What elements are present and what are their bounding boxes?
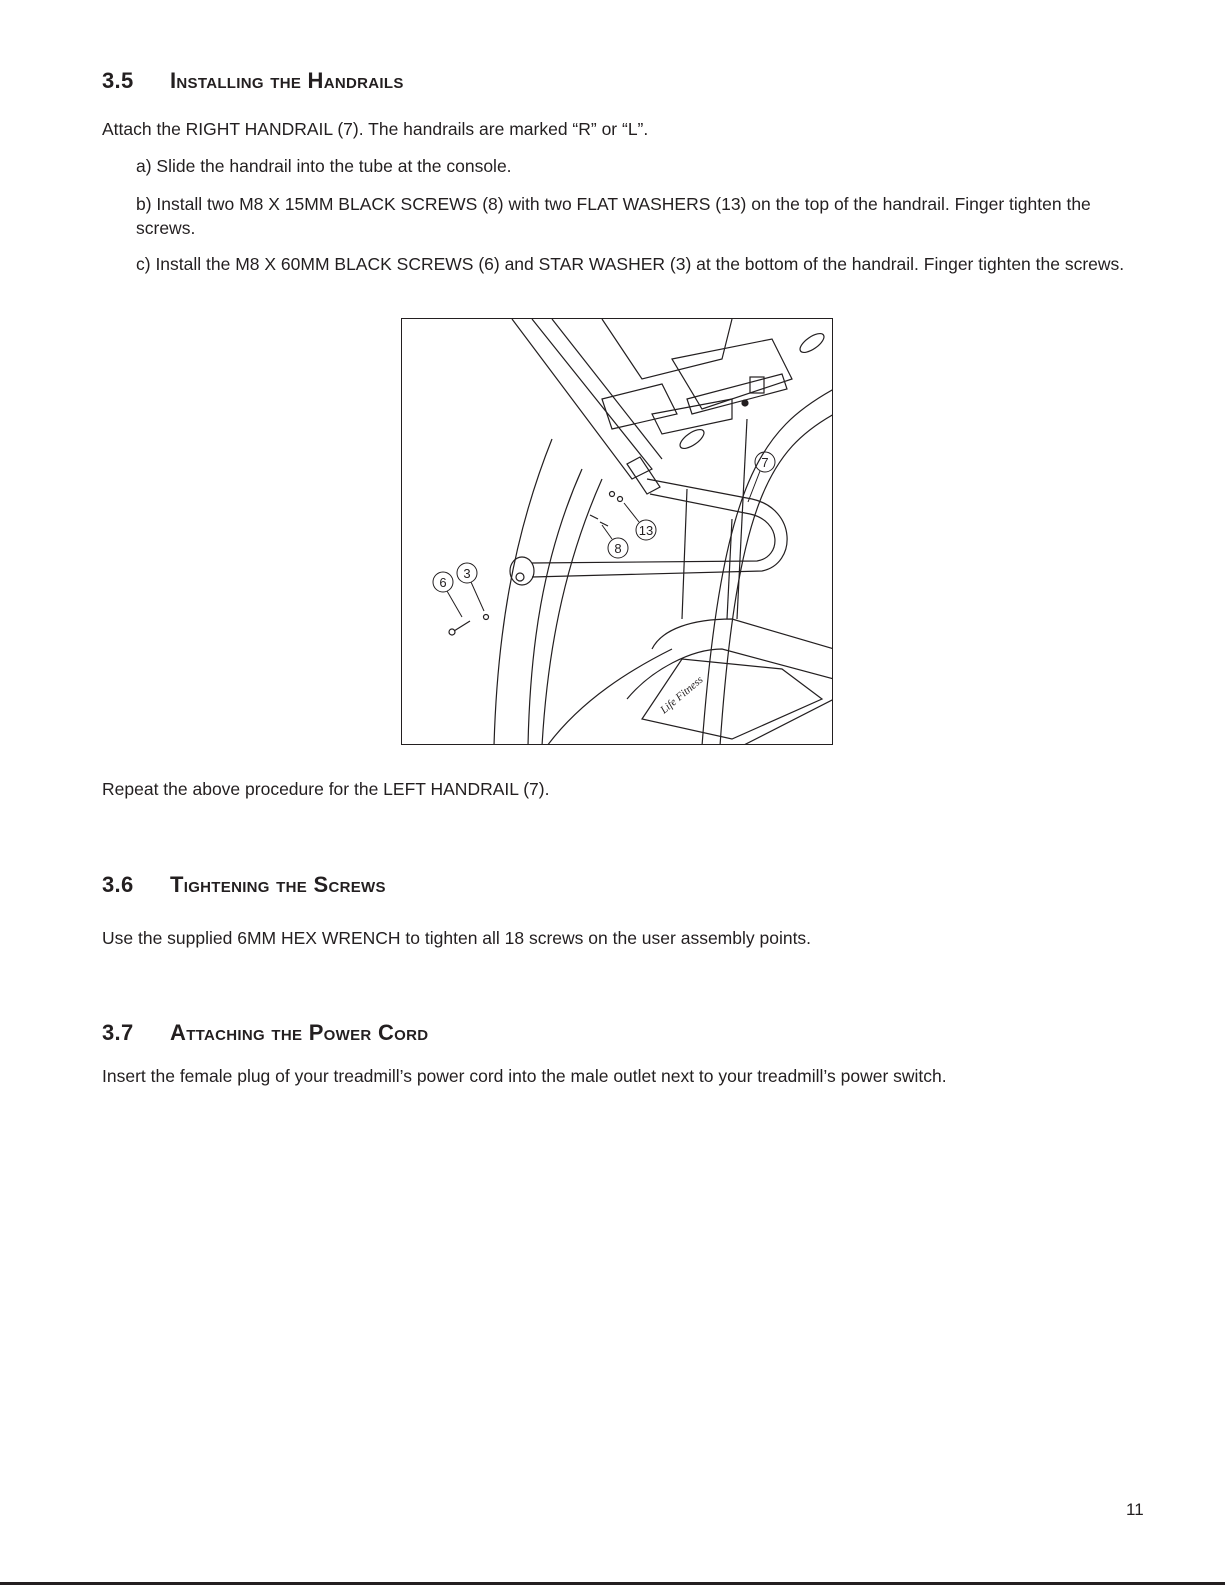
repeat-instruction: Repeat the above procedure for the LEFT HANDRAIL (7). <box>102 779 550 799</box>
step-c: c) Install the M8 X 60MM BLACK SCREWS (6) and STAR WASHER (3) at the bottom of the handrail. Finger tighten the screws. <box>136 254 1125 274</box>
logo-text: Life Fitness <box>658 673 706 717</box>
callout-8: 8 <box>614 541 622 556</box>
section-3-5-heading <box>102 68 404 94</box>
section-title: Installing the Handrails <box>170 68 404 93</box>
section-3-6-body: Use the supplied 6MM HEX WRENCH to tighten all 18 screws on the user assembly points. <box>102 928 812 948</box>
section-number: 3.6 <box>102 872 134 897</box>
handrail-diagram <box>402 319 833 745</box>
page-number: 11 <box>1126 1500 1144 1519</box>
step-a: a) Slide the handrail into the tube at the console. <box>136 156 512 176</box>
section-3-6-heading <box>102 872 386 898</box>
section-number: 3.7 <box>102 1020 134 1045</box>
section-number: 3.5 <box>102 68 134 93</box>
step-b: b) Install two M8 X 15MM BLACK SCREWS (8) with two FLAT WASHERS (13) on the top of the handrail. Finger tighten the screws. <box>136 194 1091 238</box>
callout-6: 6 <box>439 575 447 590</box>
handrail-installation-figure <box>401 318 833 745</box>
section-3-7-heading <box>102 1020 428 1046</box>
section-title: Attaching the Power Cord <box>170 1020 429 1045</box>
callout-7: 7 <box>761 455 769 470</box>
section-3-7-body: Insert the female plug of your treadmill’s power cord into the male outlet next to your treadmill’s power switch. <box>102 1066 947 1086</box>
section-title: Tightening the Screws <box>170 872 386 897</box>
section-3-5-intro: Attach the RIGHT HANDRAIL (7). The handrails are marked “R” or “L”. <box>102 119 649 139</box>
callout-13: 13 <box>638 523 654 538</box>
callout-3: 3 <box>463 566 471 581</box>
